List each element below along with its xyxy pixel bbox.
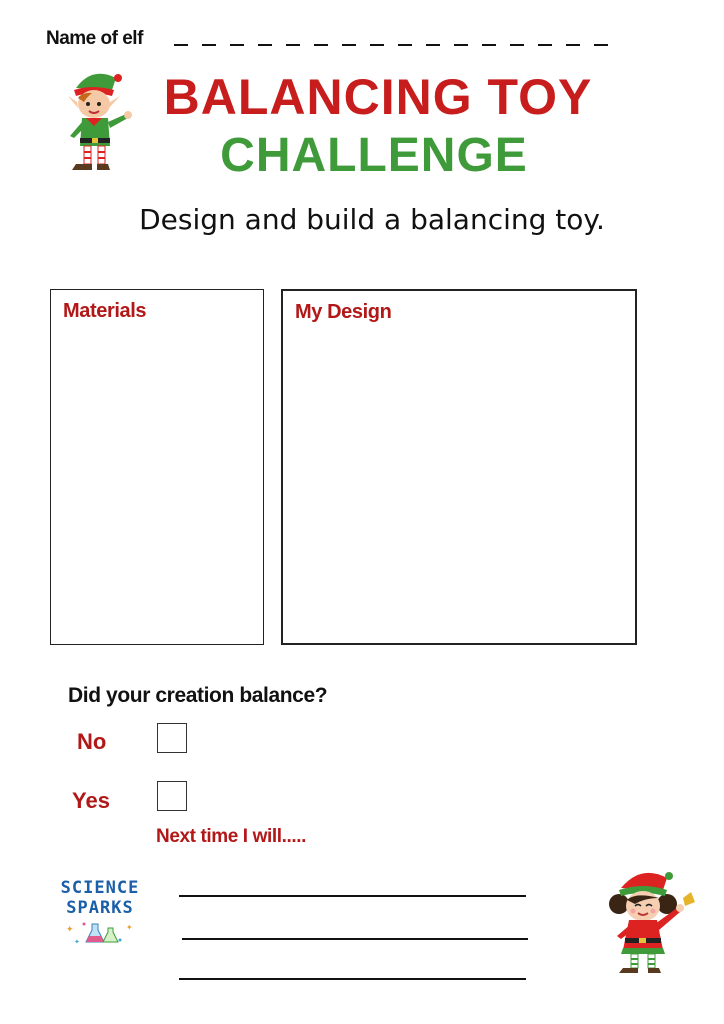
logo-line2: SPARKS	[66, 898, 134, 918]
balance-question: Did your creation balance?	[68, 684, 328, 707]
option-no-checkbox[interactable]	[157, 723, 187, 753]
page-title-line1: BALANCING TOY	[163, 69, 593, 125]
name-of-elf-label: Name of elf	[46, 28, 143, 49]
answer-line-2[interactable]	[182, 938, 528, 940]
science-sparks-logo	[60, 878, 140, 950]
next-time-prompt: Next time I will.....	[156, 826, 306, 847]
option-yes-label: Yes	[72, 788, 110, 813]
flask-icon	[60, 918, 140, 948]
page-subtitle: Design and build a balancing toy.	[139, 203, 605, 236]
page-title-line2: CHALLENGE	[220, 129, 528, 182]
svg-text:✦: ✦	[66, 925, 74, 935]
answer-line-3[interactable]	[179, 978, 526, 980]
logo-line1: SCIENCE	[60, 878, 140, 898]
svg-text:✦: ✦	[74, 938, 80, 946]
my-design-title: My Design	[295, 301, 392, 323]
materials-box[interactable]	[50, 289, 264, 645]
materials-title: Materials	[63, 300, 147, 322]
name-of-elf-input-line[interactable]	[174, 44, 622, 46]
elf-girl-icon	[605, 862, 697, 974]
answer-line-1[interactable]	[179, 895, 526, 897]
option-no-label: No	[77, 729, 107, 754]
option-yes-checkbox[interactable]	[157, 781, 187, 811]
my-design-box[interactable]	[281, 289, 637, 645]
svg-text:✦: ✦	[126, 923, 133, 932]
